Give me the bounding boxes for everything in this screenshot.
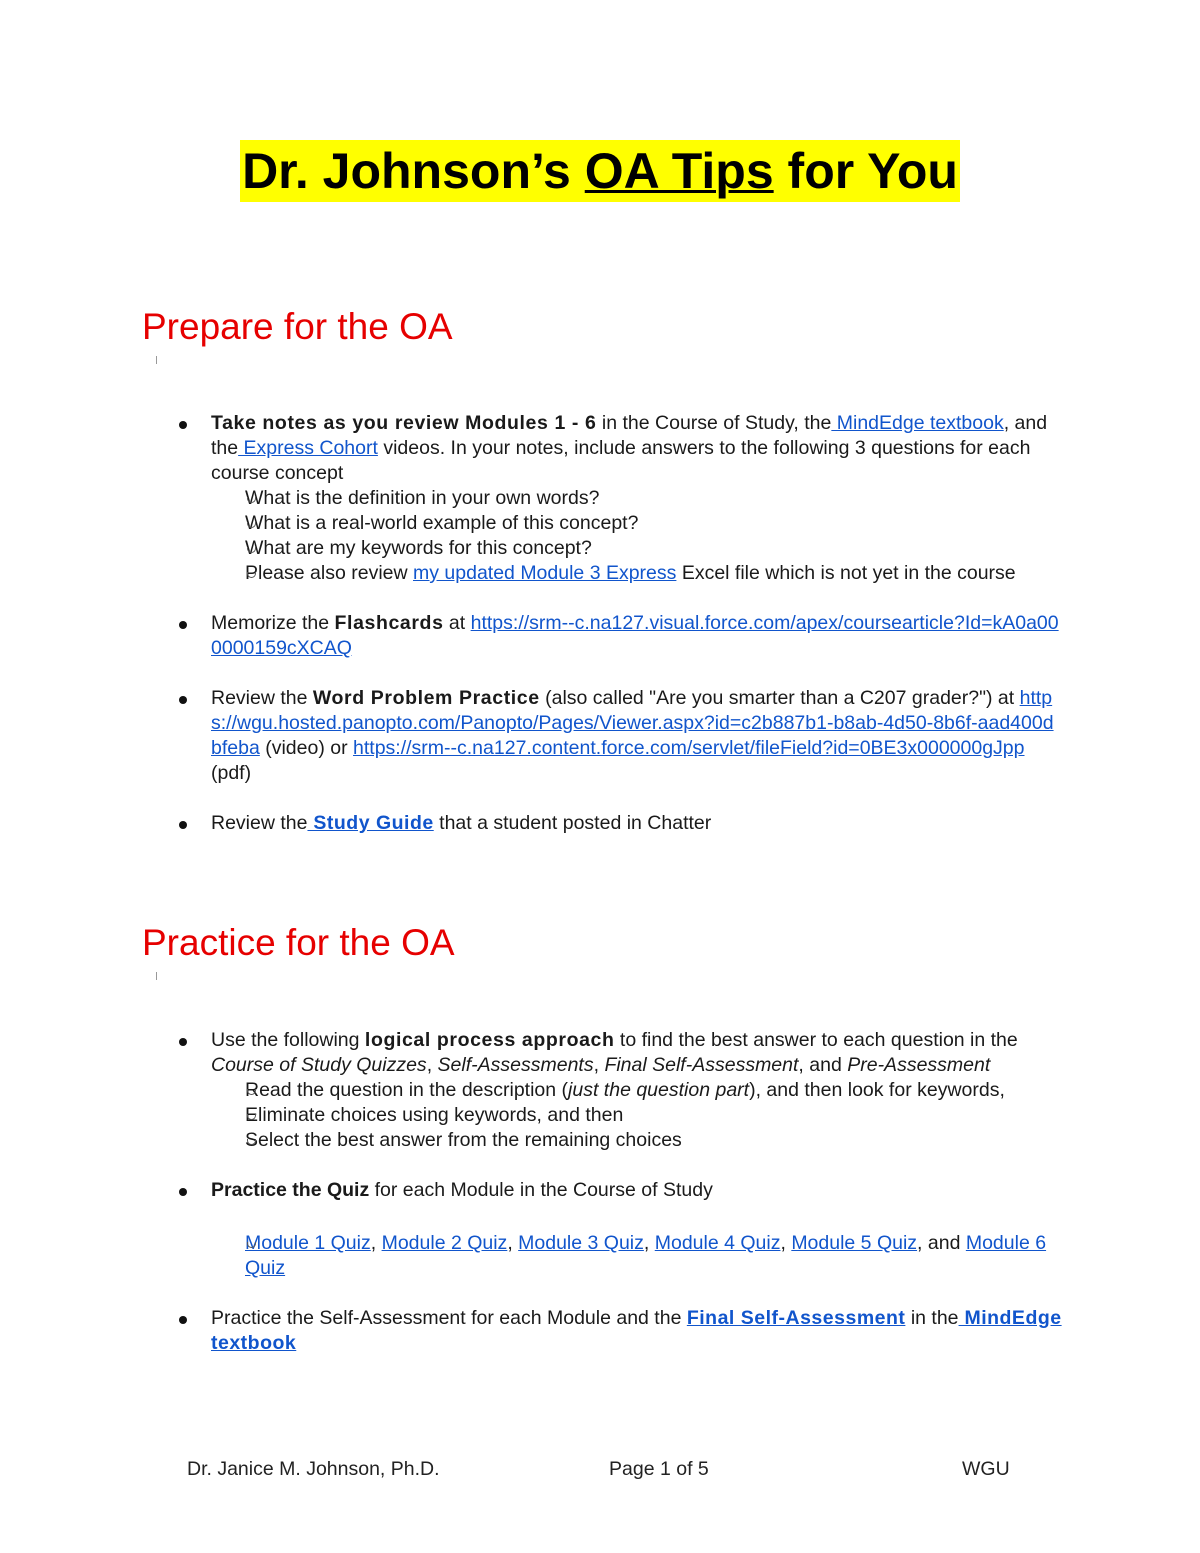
footer-author: Dr. Janice M. Johnson, Ph.D. [187,1458,440,1480]
panopto-video-link[interactable]: https://wgu.hosted.panopto.com/Panopto/Pages/Viewer.aspx?id=c2b887b1-b8ab-4d50-8b6f-aad400dbfeba [211,687,1054,759]
list-item: Use the following logical process approach to find the best answer to each question in the Course of Study Quizzes, Self-Assessments, Final Self-Assessment, and Pre-Assessment Read the question in the description (just the question part), and then look for keywords, Eliminate choices using keywords, and then Select the best answer from the remaining choices [174,1028,1064,1153]
page-title [240,140,960,202]
list-item: Practice the Self-Assessment for each Module and the Final Self-Assessment in the MindEdge textbook [174,1306,1064,1356]
prepare-list [174,411,1064,836]
module-1-quiz-link[interactable]: Module 1 Quiz [245,1232,371,1254]
module-3-quiz-link[interactable]: Module 3 Quiz [518,1232,644,1254]
sublist [211,486,1064,586]
sublist [211,1231,1064,1281]
list-item: Review the Word Problem Practice (also called "Are you smarter than a C207 grader?") at https://wgu.hosted.panopto.com/Panopto/Pages/Viewer.aspx?id=c2b887b1-b8ab-4d50-8b6f-aad400dbfeba (video) or https://srm--c.na127.content.force.com/servlet/fileField?id=0BE3x000000gJpp (pdf) [174,686,1064,786]
module-2-quiz-link[interactable]: Module 2 Quiz [381,1232,508,1254]
mindedge-textbook-link[interactable]: MindEdge textbook [211,1307,1062,1354]
footer-page-number: Page 1 of 5 [609,1458,709,1480]
sublist-item: Eliminate choices using keywords, and then [174,1103,1064,1128]
practice-list [174,1028,1064,1356]
list-item: Review the Study Guide that a student posted in Chatter [174,811,1064,836]
sublist-item: What are my keywords for this concept? [174,536,1064,561]
sublist-item: Please also review my updated Module 3 Express Excel file which is not yet in the course [174,561,1064,586]
sublist-item: Read the question in the description (just the question part), and then look for keywords, [174,1078,1064,1103]
sublist-item: Select the best answer from the remaining choices [174,1128,1064,1153]
mindedge-link[interactable]: MindEdge textbook [831,412,1004,434]
section-heading-practice: Practice for the OA [142,922,455,963]
list-item: Memorize the Flashcards at https://srm--c.na127.visual.force.com/apex/coursearticle?Id=kA0a000000159cXCAQ [174,611,1064,661]
title-prefix: Dr. Johnson’s [242,143,585,199]
sublist-item: Module 1 Quiz, Module 2 Quiz, Module 3 Quiz, Module 4 Quiz, Module 5 Quiz, and Module 6 Quiz [174,1231,1064,1281]
module3-express-link[interactable]: my updated Module 3 Express [413,562,677,584]
study-guide-link[interactable]: Study Guide [307,812,434,834]
title-block [0,140,1200,202]
final-self-assessment-link[interactable]: Final Self-Assessment [686,1307,906,1329]
module-5-quiz-link[interactable]: Module 5 Quiz [791,1232,918,1254]
title-suffix: for You [773,143,958,199]
section-heading-prepare: Prepare for the OA [142,306,453,347]
module-4-quiz-link[interactable]: Module 4 Quiz [654,1232,781,1254]
sublist-item: What is a real-world example of this concept? [174,511,1064,536]
heading-marker [156,972,157,980]
title-underlined: OA Tips [584,143,774,199]
footer-org: WGU [962,1458,1010,1480]
heading-marker [156,356,157,364]
list-item: Practice the Quiz for each Module in the Course of Study Module 1 Quiz, Module 2 Quiz, Module 3 Quiz, Module 4 Quiz, Module 5 Quiz, and Module 6 Quiz [174,1178,1064,1281]
express-cohort-link[interactable]: Express Cohort [238,437,378,459]
list-item: Take notes as you review Modules 1 - 6 in the Course of Study, the MindEdge textbook, and the Express Cohort videos. In your notes, include answers to the following 3 questions for each course concept What is the definition in your own words? What is a real-world example of this concept? What are my keywords for this concept? Please also review my updated Module 3 Express Excel file which is not yet in the course [174,411,1064,586]
pdf-link[interactable]: https://srm--c.na127.content.force.com/servlet/fileField?id=0BE3x000000gJpp [353,737,1025,759]
sublist-item: What is the definition in your own words? [174,486,1064,511]
flashcards-link[interactable]: https://srm--c.na127.visual.force.com/apex/coursearticle?Id=kA0a000000159cXCAQ [211,612,1059,659]
sublist [211,1078,1064,1153]
module-6-quiz-link[interactable]: Module 6 Quiz [245,1232,1047,1279]
